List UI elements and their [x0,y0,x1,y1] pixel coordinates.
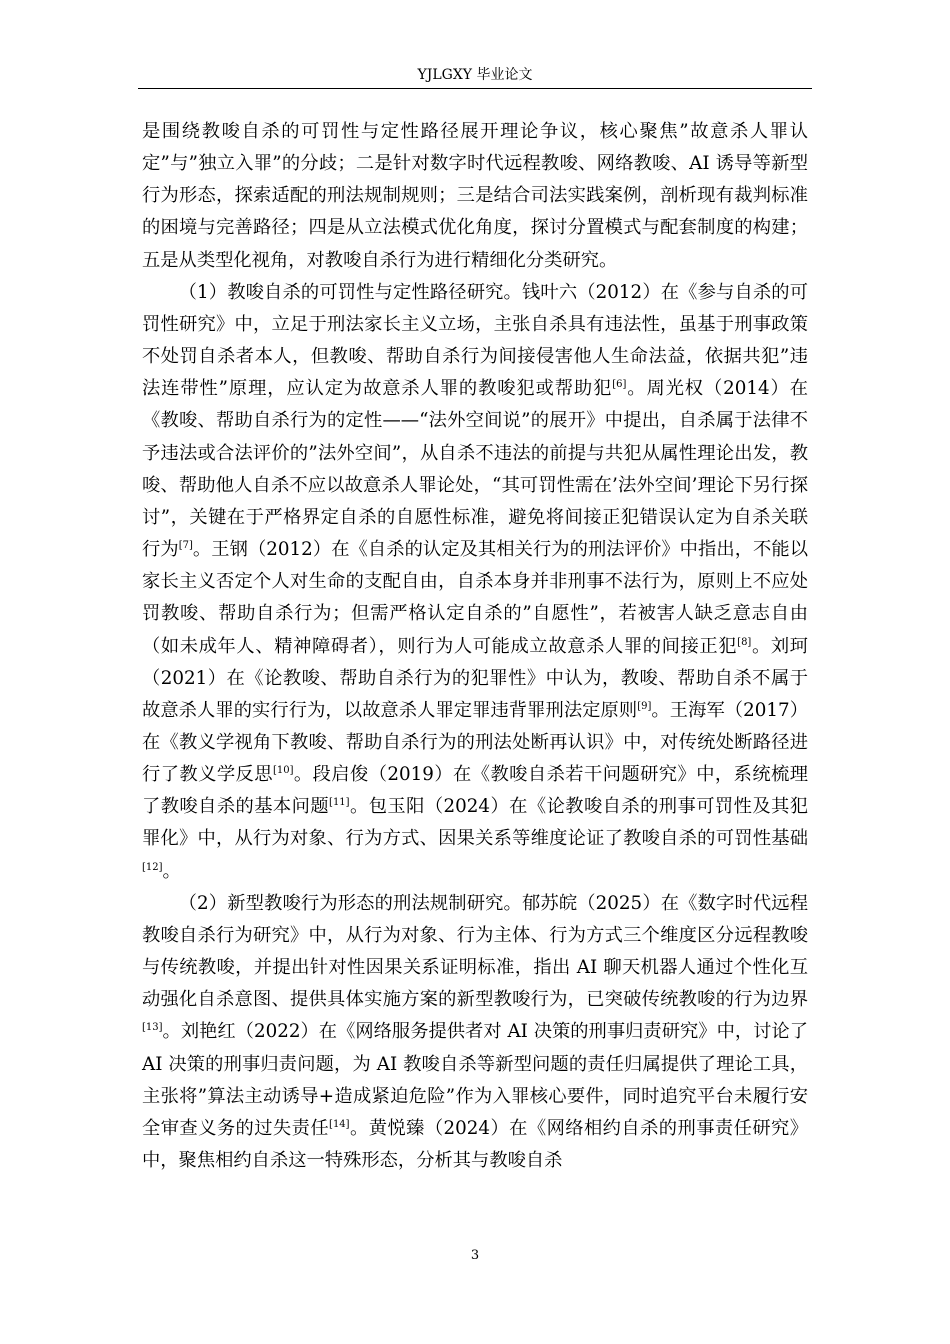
paragraph-text: 。刘艳红（2022）在《网络服务提供者对 AI 决策的刑事归责研究》中，讨论了 AI 决策的刑事归责问题，为 AI 教唆自杀等新型问题的责任归属提供了理论工具，主张将”算法主动诱导+造成紧迫危险”作为入罪核心要件，同时追究平台未履行安全审查义务的过失责任 [142,1021,808,1139]
citation-mark: [12] [142,861,163,873]
paragraph [142,116,808,277]
paragraph-text: （2）新型教唆行为形态的刑法规制研究。郁苏皖（2025）在《数字时代远程教唆自杀行为研究》中，从行为对象、行为主体、行为方式三个维度区分远程教唆与传统教唆，并提出针对性因果关系证明标准，指出 AI 聊天机器人通过个性化互动强化自杀意图、提供具体实施方案的新型教唆行为，已突破传统教唆的行为边界 [142,892,808,1011]
document-body [142,116,808,1177]
paragraph-text: 。刘珂（2021）在《论教唆、帮助自杀行为的犯罪性》中认为，教唆、帮助自杀不属于故意杀人罪的实行行为，以故意杀人罪定罪违背罪刑法定原则 [142,635,808,721]
paragraph-text: 。周光权（2014）在《教唆、帮助自杀行为的定性——“法外空间说”的展开》中提出，自杀属于法律不予违法或合法评价的”法外空间”，从自杀不违法的前提与共犯从属性理论出发，教唆、帮助他人自杀不应以故意杀人罪论处，“其可罚性需在’法外空间’理论下另行探讨”，关键在于严格界定自杀的自愿性标准，避免将间接正犯错误认定为自杀关联行为 [142,378,808,561]
paragraph-text: 。王海军（2017）在《教义学视角下教唆、帮助自杀行为的刑法处断再认识》中，对传统处断路径进行了教义学反思 [142,699,809,786]
paragraph [142,888,808,1177]
header-title: YJLGXY 毕业论文 [417,67,533,83]
citation-mark: [11] [329,797,350,809]
paragraph-text: 。王钢（2012）在《自杀的认定及其相关行为的刑法评价》中指出，不能以家长主义否定个人对生命的支配自由，自杀本身并非刑事不法行为，原则上不应处罚教唆、帮助自杀行为；但需严格认定自杀的”自愿性”，若被害人缺乏意志自由（如未成年人、精神障碍者），则行为人可能成立故意杀人罪的间接正犯 [142,539,808,657]
page-footer [0,1248,950,1263]
paragraph-text: 。黄悦臻（2024）在《网络相约自杀的刑事责任研究》中，聚焦相约自杀这一特殊形态，分析其与教唆自杀 [142,1117,809,1171]
citation-mark: [13] [142,1022,163,1034]
citation-mark: [7] [178,540,193,552]
citation-mark: [14] [329,1118,350,1130]
paragraph-text: 。包玉阳（2024）在《论教唆自杀的刑事可罚性及其犯罪化》中，从行为对象、行为方式、因果关系等维度论证了教唆自杀的可罚性基础 [142,796,809,850]
citation-mark: [10] [272,765,294,777]
paragraph-text: 。 [162,860,181,882]
page-header [138,66,812,84]
citation-mark: [8] [737,636,752,648]
citation-mark: [6] [612,379,627,391]
paragraph [142,277,808,888]
paragraph-text: （1）教唆自杀的可罚性与定性路径研究。钱叶六（2012）在《参与自杀的可罚性研究》中，立足于刑法家长主义立场，主张自杀具有违法性，虽基于刑事政策不处罚自杀者本人，但教唆、帮助自杀行为间接侵害他人生命法益，依据共犯”违法连带性”原理，应认定为故意杀人罪的教唆犯或帮助犯 [142,281,808,400]
citation-mark: [9] [637,700,652,712]
page-number: 3 [470,1248,480,1263]
paragraph-text: 。段启俊（2019）在《教唆自杀若干问题研究》中，系统梳理了教唆自杀的基本问题 [142,764,809,818]
header-rule [138,88,812,89]
paragraph-text: 是围绕教唆自杀的可罚性与定性路径展开理论争议，核心聚焦”故意杀人罪认定”与”独立入罪”的分歧；二是针对数字时代远程教唆、网络教唆、AI 诱导等新型行为形态，探索适配的刑法规制规则；三是结合司法实践案例，剖析现有裁判标准的困境与完善路径；四是从立法模式优化角度，探讨分置模式与配套制度的构建；五是从类型化视角，对教唆自杀行为进行精细化分类研究。 [142,121,808,271]
